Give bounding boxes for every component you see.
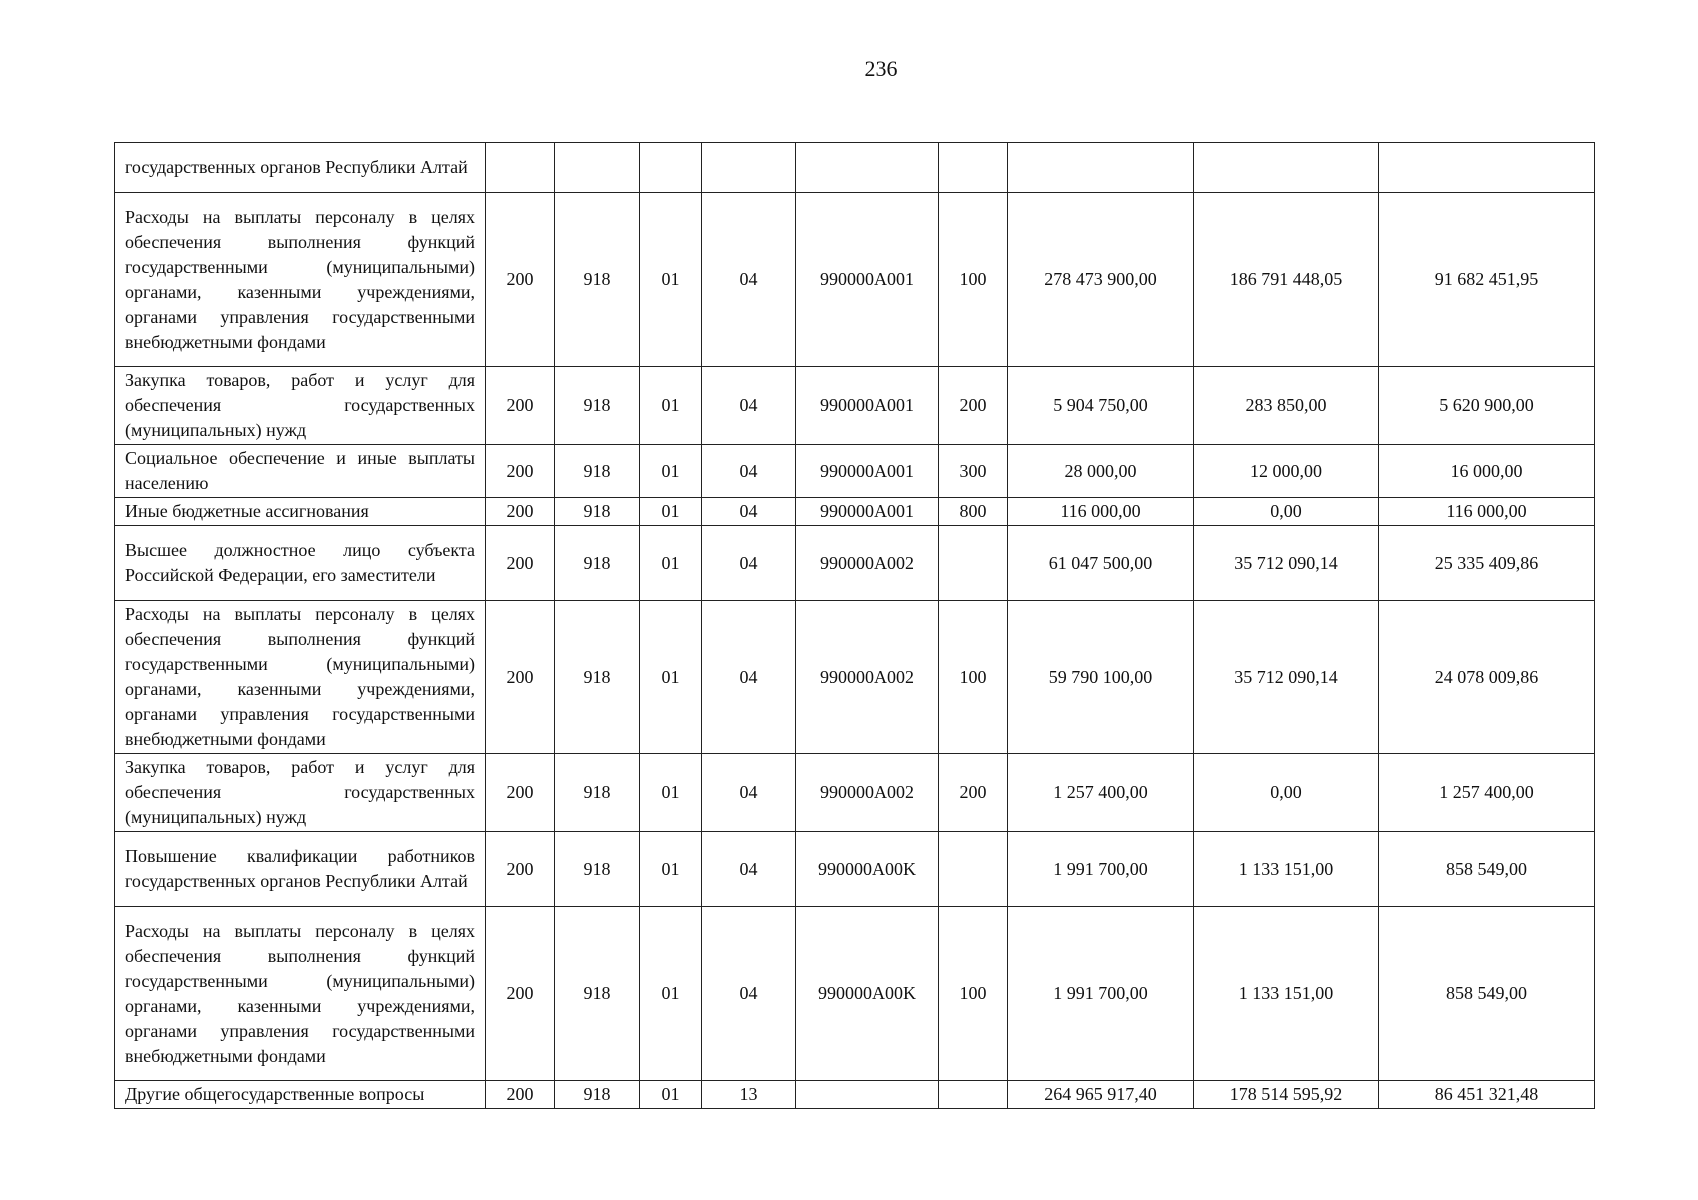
table-row — [115, 1081, 1595, 1109]
cell-plan: 59 790 100,00 — [1008, 601, 1194, 754]
cell-target — [796, 143, 939, 193]
cell-section: 918 — [555, 907, 640, 1081]
cell-plan: 5 904 750,00 — [1008, 367, 1194, 445]
cell-executed — [1194, 143, 1379, 193]
cell-subsection: 01 — [640, 1081, 702, 1109]
cell-target: 990000A001 — [796, 445, 939, 498]
cell-executed: 1 133 151,00 — [1194, 907, 1379, 1081]
cell-target — [796, 1081, 939, 1109]
table-row — [115, 498, 1595, 526]
cell-section: 918 — [555, 601, 640, 754]
cell-plan — [1008, 143, 1194, 193]
cell-type: 100 — [939, 193, 1008, 367]
cell-code1: 13 — [702, 1081, 796, 1109]
cell-executed: 1 133 151,00 — [1194, 832, 1379, 907]
cell-type: 200 — [939, 754, 1008, 832]
cell-executed: 0,00 — [1194, 498, 1379, 526]
cell-section: 918 — [555, 832, 640, 907]
cell-code1: 04 — [702, 526, 796, 601]
cell-target: 990000A001 — [796, 367, 939, 445]
cell-ministry: 200 — [486, 367, 555, 445]
cell-subsection: 01 — [640, 601, 702, 754]
page-number: 236 — [864, 56, 898, 81]
cell-name: Закупка товаров, работ и услуг для обеспечения государственных (муниципальных) нужд — [115, 367, 486, 445]
cell-remainder: 858 549,00 — [1379, 832, 1595, 907]
cell-type: 100 — [939, 601, 1008, 754]
cell-executed: 0,00 — [1194, 754, 1379, 832]
table-row — [115, 754, 1595, 832]
budget-table — [114, 142, 1595, 1109]
cell-section: 918 — [555, 193, 640, 367]
cell-type — [939, 143, 1008, 193]
cell-remainder: 25 335 409,86 — [1379, 526, 1595, 601]
cell-plan: 1 991 700,00 — [1008, 832, 1194, 907]
cell-target: 990000A00K — [796, 832, 939, 907]
cell-target: 990000A002 — [796, 601, 939, 754]
cell-type: 100 — [939, 907, 1008, 1081]
cell-section: 918 — [555, 526, 640, 601]
cell-plan: 28 000,00 — [1008, 445, 1194, 498]
cell-ministry: 200 — [486, 498, 555, 526]
cell-name: Социальное обеспечение и иные выплаты населению — [115, 445, 486, 498]
cell-name: Повышение квалификации работников государственных органов Республики Алтай — [115, 832, 486, 907]
cell-executed: 186 791 448,05 — [1194, 193, 1379, 367]
table-body — [115, 143, 1595, 1109]
cell-name: Расходы на выплаты персоналу в целях обеспечения выполнения функций государственными (муниципальными) органами, казенными учреждениями, органами управления государственными внебюджетными фондами — [115, 193, 486, 367]
cell-subsection: 01 — [640, 193, 702, 367]
cell-code1: 04 — [702, 907, 796, 1081]
cell-subsection: 01 — [640, 907, 702, 1081]
cell-type — [939, 832, 1008, 907]
cell-section: 918 — [555, 754, 640, 832]
cell-remainder: 5 620 900,00 — [1379, 367, 1595, 445]
table-row — [115, 193, 1595, 367]
cell-remainder: 1 257 400,00 — [1379, 754, 1595, 832]
cell-type — [939, 526, 1008, 601]
cell-executed: 35 712 090,14 — [1194, 526, 1379, 601]
cell-code1: 04 — [702, 193, 796, 367]
cell-name: Расходы на выплаты персоналу в целях обеспечения выполнения функций государственными (муниципальными) органами, казенными учреждениями, органами управления государственными внебюджетными фондами — [115, 601, 486, 754]
cell-type: 200 — [939, 367, 1008, 445]
cell-ministry: 200 — [486, 445, 555, 498]
cell-ministry: 200 — [486, 601, 555, 754]
cell-ministry: 200 — [486, 754, 555, 832]
table-row — [115, 907, 1595, 1081]
cell-subsection — [640, 143, 702, 193]
cell-code1 — [702, 143, 796, 193]
cell-target: 990000A002 — [796, 526, 939, 601]
cell-plan: 1 991 700,00 — [1008, 907, 1194, 1081]
cell-code1: 04 — [702, 832, 796, 907]
cell-subsection: 01 — [640, 754, 702, 832]
cell-remainder: 24 078 009,86 — [1379, 601, 1595, 754]
cell-executed: 35 712 090,14 — [1194, 601, 1379, 754]
cell-subsection: 01 — [640, 832, 702, 907]
cell-code1: 04 — [702, 601, 796, 754]
cell-target: 990000A001 — [796, 193, 939, 367]
cell-remainder — [1379, 143, 1595, 193]
cell-plan: 278 473 900,00 — [1008, 193, 1194, 367]
cell-plan: 61 047 500,00 — [1008, 526, 1194, 601]
table-row — [115, 526, 1595, 601]
table-row — [115, 143, 1595, 193]
cell-ministry: 200 — [486, 832, 555, 907]
cell-remainder: 116 000,00 — [1379, 498, 1595, 526]
cell-target: 990000A00K — [796, 907, 939, 1081]
cell-name: Другие общегосударственные вопросы — [115, 1081, 486, 1109]
cell-target: 990000A001 — [796, 498, 939, 526]
cell-subsection: 01 — [640, 367, 702, 445]
cell-code1: 04 — [702, 498, 796, 526]
table-row — [115, 601, 1595, 754]
cell-executed: 12 000,00 — [1194, 445, 1379, 498]
cell-remainder: 86 451 321,48 — [1379, 1081, 1595, 1109]
cell-type — [939, 1081, 1008, 1109]
cell-subsection: 01 — [640, 526, 702, 601]
table-row — [115, 832, 1595, 907]
cell-name: Закупка товаров, работ и услуг для обеспечения государственных (муниципальных) нужд — [115, 754, 486, 832]
cell-remainder: 91 682 451,95 — [1379, 193, 1595, 367]
cell-section — [555, 143, 640, 193]
cell-code1: 04 — [702, 445, 796, 498]
cell-code1: 04 — [702, 754, 796, 832]
cell-ministry: 200 — [486, 907, 555, 1081]
cell-ministry: 200 — [486, 526, 555, 601]
cell-name: Высшее должностное лицо субъекта Российской Федерации, его заместители — [115, 526, 486, 601]
cell-name: Расходы на выплаты персоналу в целях обеспечения выполнения функций государственными (муниципальными) органами, казенными учреждениями, органами управления государственными внебюджетными фондами — [115, 907, 486, 1081]
cell-section: 918 — [555, 367, 640, 445]
cell-section: 918 — [555, 445, 640, 498]
cell-executed: 283 850,00 — [1194, 367, 1379, 445]
cell-name: Иные бюджетные ассигнования — [115, 498, 486, 526]
table-row — [115, 445, 1595, 498]
cell-subsection: 01 — [640, 445, 702, 498]
cell-target: 990000A002 — [796, 754, 939, 832]
cell-subsection: 01 — [640, 498, 702, 526]
cell-remainder: 858 549,00 — [1379, 907, 1595, 1081]
cell-ministry: 200 — [486, 193, 555, 367]
cell-plan: 264 965 917,40 — [1008, 1081, 1194, 1109]
cell-name: государственных органов Республики Алтай — [115, 143, 486, 193]
table-row — [115, 367, 1595, 445]
cell-ministry: 200 — [486, 1081, 555, 1109]
cell-remainder: 16 000,00 — [1379, 445, 1595, 498]
cell-plan: 116 000,00 — [1008, 498, 1194, 526]
cell-plan: 1 257 400,00 — [1008, 754, 1194, 832]
cell-executed: 178 514 595,92 — [1194, 1081, 1379, 1109]
cell-section: 918 — [555, 1081, 640, 1109]
cell-type: 800 — [939, 498, 1008, 526]
cell-ministry — [486, 143, 555, 193]
cell-section: 918 — [555, 498, 640, 526]
cell-type: 300 — [939, 445, 1008, 498]
cell-code1: 04 — [702, 367, 796, 445]
